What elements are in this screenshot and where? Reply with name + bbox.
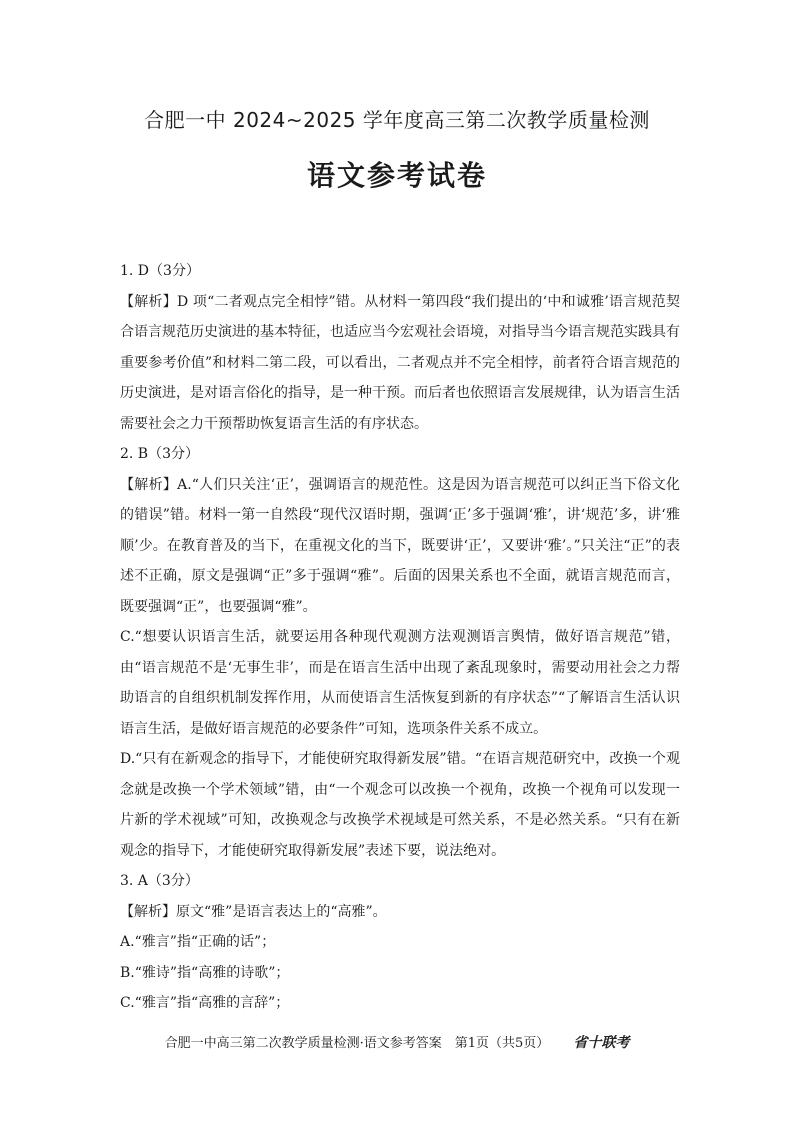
q2-analysis-a: 【解析】A.“人们只关注‘正’，强调语言的规范性。这是因为语言规范可以纠正当下俗文化的错误”错。材料一第一自然段“现代汉语时期，强调‘正’多于强调‘雅’，讲‘规范’多，讲‘雅顺’少。在教育普及的当下，在重视文化的当下，既要讲‘正’，又要讲‘雅’。”只关注“正”的表述不正确，原文是强调“正”多于强调“雅”。后面的因果关系也不全面，就语言规范而言，既要强调“正”，也要强调“雅”。: [120, 476, 680, 615]
q2-analysis-d: D.“只有在新观念的指导下，才能使研究取得新发展”错。“在语言规范研究中，改换一个观念就是改换一个学术领域”错，由“一个观念可以改换一个视角，改换一个视角可以发现一片新的学术视域”可知，改换观念与改换学术视域是可然关系，不是必然关系。“只有在新观念的指导下，才能使研究取得新发展”表述下要，说法绝对。: [120, 751, 680, 859]
subject-title: 语文参考试卷: [306, 159, 487, 192]
q1-analysis: 【解析】D 项“二者观点完全相悖”错。从材料一第四段“我们提出的‘中和诚雅’语言规范契合语言规范历史演进的基本特征，也适应当今宏观社会语境，对指导当今语言规范实践具有重要参考价值”和材料二第二段，可以看出，二者观点并不完全相悖，前者符合语言规范的历史演进，是对语言俗化的指导，是一种干预。而后者也依照语言发展规律，认为语言生活需要社会之力干预帮助恢复语言生活的有序状态。: [120, 293, 680, 432]
q3-option-a: A.“雅言”指“正确的话”；: [120, 934, 276, 950]
q1-answer: 1. D（3分）: [120, 263, 200, 279]
footer-text: 合肥一中高三第二次教学质量检测·语文参考答案 第1页（共5页）: [164, 1036, 550, 1051]
q3-answer: 3. A（3分）: [120, 873, 199, 889]
exam-title: 合肥一中 2024~2025 学年度高三第二次教学质量检测: [144, 108, 650, 132]
answer-content: [120, 256, 680, 1019]
q3-option-c: C.“雅言”指“高雅的言辞”；: [120, 995, 290, 1011]
q2-analysis-c: C.“想要认识语言生活，就要运用各种现代观测方法观测语言舆情，做好语言规范”错，由“语言规范不是‘无事生非’，而是在语言生活中出现了紊乱现象时，需要动用社会之力帮助语言的自组织机制发挥作用，从而使语言生活恢复到新的有序状态”“了解语言生活认识语言生活，是做好语言规范的必要条件”可知，选项条件关系不成立。: [120, 629, 680, 737]
q3-analysis: 【解析】原文“雅”是语言表达上的“高雅”。: [120, 903, 387, 920]
footer-stamp: 省十联考: [573, 1035, 630, 1051]
page-footer: [0, 1032, 794, 1052]
q3-option-b: B.“雅诗”指“高雅的诗歌”；: [120, 964, 290, 981]
q2-answer: 2. B（3分）: [120, 446, 200, 462]
